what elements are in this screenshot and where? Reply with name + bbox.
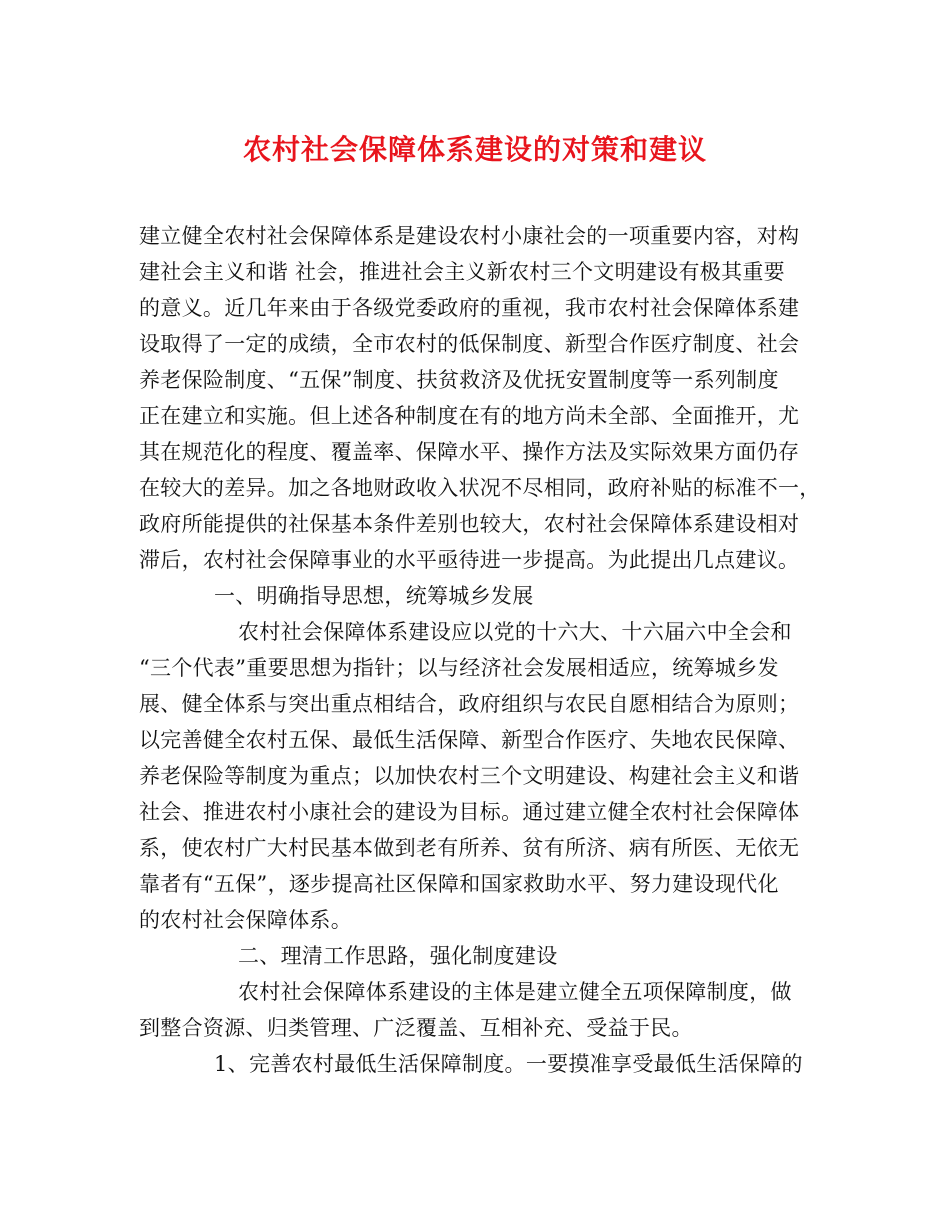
paragraph-line: 正在建立和实施。但上述各种制度在有的地方尚未全部、全面推开，尤 [139,404,800,428]
paragraph-line: 养老保险等制度为重点；以加快农村三个文明建设、构建社会主义和谐 [139,764,800,788]
paragraph-line: 农村社会保障体系建设应以党的十六大、十六届六中全会和 [238,620,792,644]
paragraph-line: 建立健全农村社会保障体系是建设农村小康社会的一项重要内容，对构 [139,224,800,248]
paragraph-line: 养老保险制度、“五保”制度、扶贫救济及优抚安置制度等一系列制度 [139,368,779,392]
section-heading: 二、理清工作思路，强化制度建设 [238,944,558,968]
section-heading: 一、明确指导思想，统筹城乡发展 [214,584,534,608]
paragraph-line: 靠者有“五保”，逐步提高社区保障和国家救助水平、努力建设现代化 [139,872,779,896]
paragraph-line: 在较大的差异。加之各地财政收入状况不尽相同，政府补贴的标准不一， [139,476,821,500]
paragraph-line: 的农村社会保障体系。 [139,908,352,932]
paragraph-line: 社会、推进农村小康社会的建设为目标。通过建立健全农村社会保障体 [139,800,800,824]
paragraph-line: 的意义。近几年来由于各级党委政府的重视，我市农村社会保障体系建 [139,296,800,320]
paragraph-line: 政府所能提供的社保基本条件差别也较大，农村社会保障体系建设相对 [139,512,800,536]
document-title: 农村社会保障体系建设的对策和建议 [242,133,707,166]
paragraph-line: 其在规范化的程度、覆盖率、保障水平、操作方法及实际效果方面仍存 [139,440,800,464]
paragraph-line: 系，使农村广大村民基本做到老有所养、贫有所济、病有所医、无依无 [139,836,800,860]
paragraph-line: 农村社会保障体系建设的主体是建立健全五项保障制度，做 [238,980,792,1004]
paragraph-line: 滞后，农村社会保障事业的水平亟待进一步提高。为此提出几点建议。 [139,548,800,572]
paragraph-line: 以完善健全农村五保、最低生活保障、新型合作医疗、失地农民保障、 [139,728,800,752]
paragraph-line: 建社会主义和谐 社会，推进社会主义新农村三个文明建设有极其重要 [139,260,785,284]
paragraph-line: 到整合资源、归类管理、广泛覆盖、互相补充、受益于民。 [139,1016,693,1040]
paragraph-line: 1、完善农村最低生活保障制度。一要摸准享受最低生活保障的 [214,1052,803,1076]
paragraph-line: 设取得了一定的成绩，全市农村的低保制度、新型合作医疗制度、社会 [139,332,800,356]
paragraph-line: “三个代表”重要思想为指针；以与经济社会发展相适应，统筹城乡发 [139,656,779,680]
paragraph-line: 展、健全体系与突出重点相结合，政府组织与农民自愿相结合为原则； [139,692,800,716]
